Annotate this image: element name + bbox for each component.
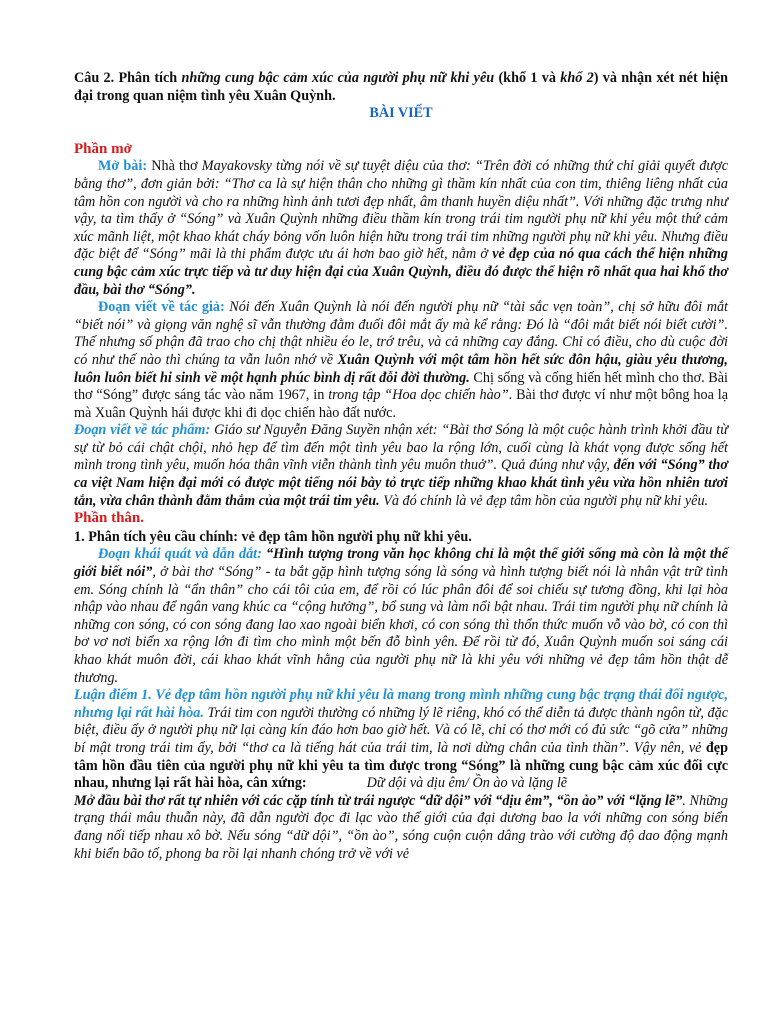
author-text-4: trong tập “Hoa dọc chiến hào” bbox=[328, 387, 509, 404]
question-lead: Câu 2. Phân tích bbox=[74, 70, 182, 86]
author-text-1: Nói đến Xuân Quỳnh là nói đến người phụ nữ “tài sắc vẹn toàn”, chị sở hữu đôi mắt “biết nói” và giọng văn nghệ sĩ vẫn thường đằm đuối đôi mắt ấy mà kể rằng: Đó là “đôi mắt biết nói biết cười”. Thế nhưng số phận đã trao cho chị thật nhiều éo le, trớ trêu, và cả những cay đắng. Chỉ có điều, cho dù cuộc đời có như thế nào thì chúng ta vẫn luôn nhớ về bbox=[74, 299, 728, 368]
intro-label: Mở bài: bbox=[98, 158, 148, 175]
question-tail: ) và nhận xét nét hiện đại trong quan niệm tình yêu Xuân Quỳnh. bbox=[74, 70, 728, 104]
opening-text-1: Mở đầu bài thơ rất tự nhiên với các cặp tính từ trái ngược “dữ dội” với “dịu êm”, “ồn ào” với “lặng lẽ” bbox=[74, 792, 683, 809]
general-paragraph bbox=[74, 546, 728, 687]
work-text-1: Giáo sư Nguyễn Đăng Suyền nhận xét: “Bài thơ Sóng là một cuộc hành trình khởi đầu từ sự từ bỏ cái chật chội, nhỏ hẹp để tìm đến một tình yêu bao la rộng lớn, cuối cùng là khát vọng được sống hết mình trong tình yêu, muốn hóa thân vĩnh viễn thành tình yêu muôn thuở”. Quả đúng như vậy, bbox=[74, 422, 728, 474]
opening-text-2: . Những trạng thái mâu thuẫn này, đã dẫn người đọc đi lạc vào thế giới của đại dương bao la với những con sóng biển đang nối tiếp nhau xô bờ. Nếu sóng “dữ dội”, “ồn ào”, sóng cuộn cuộn dâng trào với cường độ dao động mạnh khi biển bão tố, phong ba rồi lại nhanh chóng trở về với vẻ bbox=[74, 792, 728, 862]
poem-quote: Dữ dội và dịu êm/ Ồn ào và lặng lẽ bbox=[366, 775, 568, 792]
essay-title: BÀI VIẾT bbox=[369, 105, 433, 122]
section-1-heading: 1. Phân tích yêu cầu chính: vẻ đẹp tâm hồn người phụ nữ khi yêu. bbox=[74, 528, 472, 545]
intro-heading: Phần mở bbox=[74, 140, 132, 157]
author-text-3: Chị sống và cống hiến hết mình cho thơ. Bài thơ “Sóng” được sáng tác vào năm 1967, in bbox=[74, 369, 728, 404]
work-paragraph bbox=[74, 422, 728, 510]
author-paragraph bbox=[74, 299, 728, 422]
point-1-text-1: Trái tim con người thường có những lý lẽ riêng, khó có thể diễn tả được thành ngôn từ, đặc biệt, điều ấy ở người phụ nữ lại càng kín đáo hơn bao giờ hết. Và có lẽ, chỉ có thơ mới có đủ sức “gõ cửa” những bí mật trong trái tim ấy, bởi “thơ ca là tiếng hát của trái tim, là nơi dừng chân của tình thần”. Vậy nên, vẻ bbox=[74, 704, 728, 756]
question-mid: (khổ 1 và bbox=[494, 70, 561, 86]
opening-paragraph bbox=[74, 793, 728, 863]
author-label: Đoạn viết về tác giả: bbox=[98, 299, 225, 316]
intro-text-1: Nhà thơ bbox=[147, 158, 202, 175]
intro-text-2: Mayakovsky từng nói về sự tuyệt diệu của thơ: “Trên đời có những thứ chỉ giải quyết được bằng thơ”, đơn giản bởi: “Thơ ca là sự hiện thân cho những gì thầm kín nhất của con tim, thiêng liêng nhất của tâm hồn con người và cho ra những hình ảnh tươi đẹp nhất, âm thanh huyền diệu nhất”. Với những đặc trưng như vậy, ta tìm thấy ở “Sóng” và Xuân Quỳnh những điều thầm kín trong trái tim người phụ nữ khi yêu một thứ cảm xúc mãnh liệt, một khao khát cháy bỏng vốn luôn hiện hữu trong trái tim những người phụ nữ khi yêu. Nhưng điều đặc biệt để “Sóng” mãi là thi phẩm được ưu ái hơn bao giờ hết, nằm ở bbox=[74, 158, 728, 263]
general-text-2: , ở bài thơ “Sóng” - ta bắt gặp hình tượng sóng là sóng và hình tượng biết nói là nhân vật trữ tình em. Sóng chính là “ẩn thân” cho cái tôi của em, để rồi có lúc phân đôi để soi chiếu sự tương đồng, khi lại hòa nhập vào nhau để ngân vang khúc ca “cộng hưởng”, bổ sung và làm nổi bật nhau. Trái tim người phụ nữ chính là những con sóng, có con sóng đang lao xao ngoài biển khơi, có con sóng thì thổn thức muốn vỗ vào bờ, có con thì bơ vơ nơi biển xa rộng lớn đi tìm cho mình một bến đỗ bình yên. Để rồi từ đó, Xuân Quỳnh muốn soi sáng cái khao khát muôn đời, cái khao khát vĩnh hằng của người phụ nữ là khi yêu với những vẻ đẹp tâm hồn thật dễ thương. bbox=[74, 564, 728, 686]
point-1-label: Luận điểm 1. Vẻ đẹp tâm hồn người phụ nữ khi yêu là mang trong mình những cung bậc trạng thái đối ngược, nhưng lại rất hài hòa. bbox=[74, 687, 728, 721]
work-text-3: Và đó chính là vẻ đẹp tâm hồn của người phụ nữ khi yêu. bbox=[379, 492, 709, 509]
intro-text-3: vẻ đẹp của nó qua cách thể hiện những cung bậc cảm xúc trực tiếp và tư duy hiện đại của Xuân Quỳnh, điều đó được thể hiện rõ nhất qua hai khổ thơ đầu, bài thơ “Sóng”. bbox=[74, 246, 728, 298]
general-text-1: “Hình tượng trong văn học không chỉ là một thế giới sống mà còn là một thế giới biết nói” bbox=[74, 546, 729, 581]
general-label: Đoạn khái quát và dẫn dắt: bbox=[98, 546, 262, 563]
question-italic: những cung bậc cảm xúc của người phụ nữ khi yêu bbox=[181, 70, 495, 86]
question-heading bbox=[74, 70, 728, 105]
author-text-2: Xuân Quỳnh với một tâm hồn hết sức đôn hậu, giàu yêu thương, luôn luôn biết hi sinh về một hạnh phúc bình dị rất đỗi đời thường. bbox=[74, 351, 728, 386]
question-italic-2: khổ 2 bbox=[560, 70, 594, 86]
body-heading: Phần thân. bbox=[74, 510, 145, 527]
point-1-paragraph bbox=[74, 687, 728, 793]
work-text-2: đến với “Sóng” thơ ca việt Nam hiện đại mới có được một tiếng nói bày tỏ trực tiếp những khao khát tình yêu vừa hồn nhiên tươi tắn, vừa chân thành đằm thắm của một trái tim yêu. bbox=[74, 457, 728, 509]
intro-paragraph bbox=[74, 158, 728, 299]
point-1-text-2: đẹp tâm hồn đầu tiên của người phụ nữ khi yêu ta tìm được trong “Sóng” là những cung bậc cảm xúc đối cực nhau, nhưng lại rất hài hòa, cân xứng: bbox=[74, 739, 728, 792]
work-label: Đoạn viết về tác phẩm: bbox=[74, 422, 211, 439]
author-text-5: . Bài thơ được ví như một bông hoa lạ mà Xuân Quỳnh hái được khi đi dọc chiến hào đất nước. bbox=[74, 387, 729, 421]
